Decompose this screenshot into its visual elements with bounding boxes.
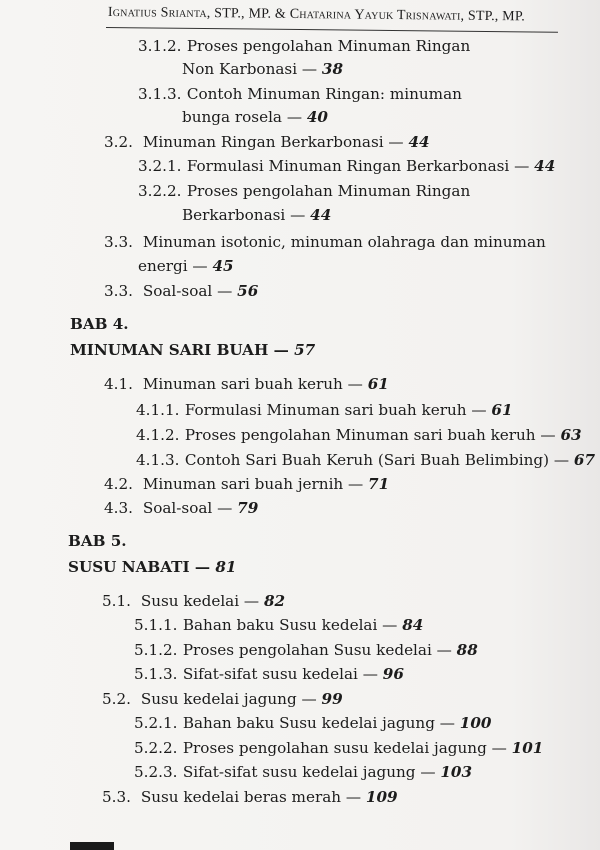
toc-entry: 3.1.2. Proses pengolahan Minuman Ringan: [138, 37, 471, 55]
chapter-title: SUSU NABATI — 81: [68, 558, 237, 576]
page-number: 81: [215, 558, 237, 576]
toc-entry: 4.2. Minuman sari buah jernih — 71: [104, 475, 390, 493]
page-number: 88: [456, 641, 478, 659]
toc-entry: 5.1. Susu kedelai — 82: [102, 592, 286, 610]
toc-entry: 5.3. Susu kedelai beras merah — 109: [102, 788, 398, 806]
page-number: 38: [321, 60, 344, 78]
toc-entry: 4.1.1. Formulasi Minuman sari buah keruh — 61: [136, 401, 513, 419]
page-number: 100: [459, 714, 492, 732]
page-number: 56: [237, 282, 259, 300]
page-number: 44: [310, 206, 332, 224]
page-number: 61: [367, 375, 389, 393]
toc-entry: 5.1.2. Proses pengolahan Susu kedelai — 88: [134, 641, 478, 659]
page-number: 96: [382, 665, 404, 683]
toc-entry-cont: bunga rosela — 40: [182, 108, 328, 126]
toc-entry: 3.3. Soal-soal — 56: [104, 282, 259, 300]
page-number: 57: [294, 341, 316, 359]
toc-entry: 3.2.1. Formulasi Minuman Ringan Berkarbonasi — 44: [138, 157, 556, 175]
page-number: 44: [534, 157, 556, 175]
toc-entry: 5.1.3. Sifat-sifat susu kedelai — 96: [134, 665, 404, 683]
header-rule: [106, 27, 558, 33]
page-number: 67: [573, 451, 596, 469]
running-header: Ignatius Srianta, STP., MP. & Chatarina Yayuk Trisnawati, STP., MP.: [107, 5, 526, 25]
toc-entry: 5.1.1. Bahan baku Susu kedelai — 84: [134, 616, 424, 634]
toc-entry: 5.2. Susu kedelai jagung — 99: [102, 690, 343, 708]
page-number: 82: [263, 592, 286, 610]
toc-entry: 3.1.3. Contoh Minuman Ringan: minuman: [138, 85, 462, 103]
page-number: 84: [402, 616, 424, 634]
page-number: 101: [511, 739, 544, 757]
toc-entry: 5.2.3. Sifat-sifat susu kedelai jagung — 103: [134, 763, 473, 781]
page-number: 45: [212, 257, 234, 275]
chapter-label: BAB 4.: [70, 315, 129, 333]
toc-entry: 3.3. Minuman isotonic, minuman olahraga dan minuman: [104, 233, 546, 251]
chapter-label: BAB 5.: [68, 532, 127, 550]
toc-entry: 4.3. Soal-soal — 79: [104, 499, 259, 517]
toc-entry: 5.2.2. Proses pengolahan susu kedelai jagung — 101: [134, 739, 544, 757]
page-number: 40: [306, 108, 328, 126]
toc-entry-cont: Berkarbonasi — 44: [182, 206, 332, 224]
toc-entry: 4.1.2. Proses pengolahan Minuman sari buah keruh — 63: [136, 426, 582, 444]
page-number: 71: [368, 475, 390, 493]
toc-entry: 5.2.1. Bahan baku Susu kedelai jagung — 100: [134, 714, 492, 732]
page-number: 63: [560, 426, 582, 444]
toc-entry: 3.2. Minuman Ringan Berkarbonasi — 44: [104, 133, 430, 151]
page-number: 99: [321, 690, 343, 708]
page-number: 61: [491, 401, 513, 419]
footer-page-number-block: [70, 842, 114, 850]
toc-entry: 4.1. Minuman sari buah keruh — 61: [104, 375, 389, 393]
toc-entry-cont: Non Karbonasi — 38: [182, 60, 344, 78]
page-number: 103: [440, 763, 473, 781]
toc-entry: 3.2.2. Proses pengolahan Minuman Ringan: [138, 182, 471, 200]
page-number: 79: [237, 499, 259, 517]
page-number: 109: [365, 788, 398, 806]
page-number: 44: [408, 133, 430, 151]
toc-entry: 4.1.3. Contoh Sari Buah Keruh (Sari Buah Belimbing) — 67: [136, 451, 596, 469]
toc-entry-cont: energi — 45: [138, 257, 234, 275]
chapter-title: MINUMAN SARI BUAH — 57: [70, 341, 316, 359]
